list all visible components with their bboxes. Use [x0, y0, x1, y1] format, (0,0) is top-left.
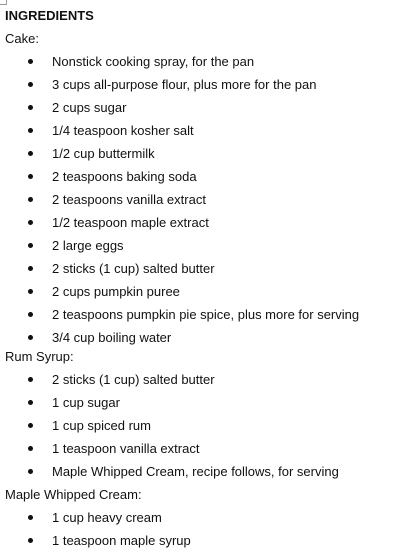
- list-item-text: 2 sticks (1 cup) salted butter: [52, 261, 215, 276]
- list-item-text: Nonstick cooking spray, for the pan: [52, 54, 255, 69]
- bullet-icon: [28, 289, 33, 294]
- list-item: [0, 418, 416, 434]
- ingredients-heading: INGREDIENTS: [5, 8, 94, 23]
- bullet-icon: [28, 197, 33, 202]
- list-item-text: 2 large eggs: [52, 238, 124, 253]
- list-item-text: 2 teaspoons pumpkin pie spice, plus more for serving: [52, 307, 360, 322]
- section-rum-syrup-label: Rum Syrup:: [5, 349, 74, 364]
- list-item-text: 2 teaspoons vanilla extract: [52, 192, 206, 207]
- list-item: [0, 464, 416, 480]
- list-item: [0, 169, 416, 185]
- list-item: [0, 54, 416, 70]
- list-item-text: Maple Whipped Cream, recipe follows, for serving: [52, 464, 339, 479]
- list-item-text: 1 teaspoon maple syrup: [52, 533, 191, 548]
- bullet-icon: [28, 174, 33, 179]
- bullet-icon: [28, 312, 33, 317]
- list-item-text: 1 cup spiced rum: [52, 418, 151, 433]
- bullet-icon: [28, 220, 33, 225]
- list-item: [0, 372, 416, 388]
- list-item: [0, 533, 416, 549]
- bullet-icon: [28, 128, 33, 133]
- list-item-text: 1 cup sugar: [52, 395, 120, 410]
- list-item: [0, 238, 416, 254]
- bullet-icon: [28, 59, 33, 64]
- list-item: [0, 284, 416, 300]
- list-item: [0, 261, 416, 277]
- list-item-text: 1/2 cup buttermilk: [52, 146, 155, 161]
- bullet-icon: [28, 400, 33, 405]
- bullet-icon: [28, 446, 33, 451]
- list-item-text: 2 cups pumpkin puree: [52, 284, 180, 299]
- section-cake-label: Cake:: [5, 31, 39, 46]
- list-item: [0, 146, 416, 162]
- list-item-text: 1/2 teaspoon maple extract: [52, 215, 209, 230]
- list-item-text: 3/4 cup boiling water: [52, 330, 172, 345]
- list-item: [0, 100, 416, 116]
- bullet-icon: [28, 335, 33, 340]
- list-item-text: 3 cups all-purpose flour, plus more for the pan: [52, 77, 317, 92]
- list-item-text: 2 sticks (1 cup) salted butter: [52, 372, 215, 387]
- bullet-icon: [28, 151, 33, 156]
- bullet-icon: [28, 82, 33, 87]
- bullet-icon: [28, 423, 33, 428]
- list-item: [0, 192, 416, 208]
- list-item: [0, 123, 416, 139]
- bullet-icon: [28, 243, 33, 248]
- list-item: [0, 77, 416, 93]
- list-item: [0, 441, 416, 457]
- list-item: [0, 307, 416, 323]
- list-item-text: 2 cups sugar: [52, 100, 127, 115]
- section-maple-whipped-cream-label: Maple Whipped Cream:: [5, 487, 142, 502]
- bullet-icon: [28, 469, 33, 474]
- list-item: [0, 395, 416, 411]
- list-item: [0, 330, 416, 346]
- list-item-text: 1/4 teaspoon kosher salt: [52, 123, 194, 138]
- list-item-text: 2 teaspoons baking soda: [52, 169, 197, 184]
- list-item-text: 1 teaspoon vanilla extract: [52, 441, 200, 456]
- list-item: [0, 510, 416, 526]
- text-boundary-mark: [0, 0, 7, 5]
- list-item-text: 1 cup heavy cream: [52, 510, 162, 525]
- bullet-icon: [28, 515, 33, 520]
- bullet-icon: [28, 538, 33, 543]
- bullet-icon: [28, 377, 33, 382]
- bullet-icon: [28, 266, 33, 271]
- bullet-icon: [28, 105, 33, 110]
- list-item: [0, 215, 416, 231]
